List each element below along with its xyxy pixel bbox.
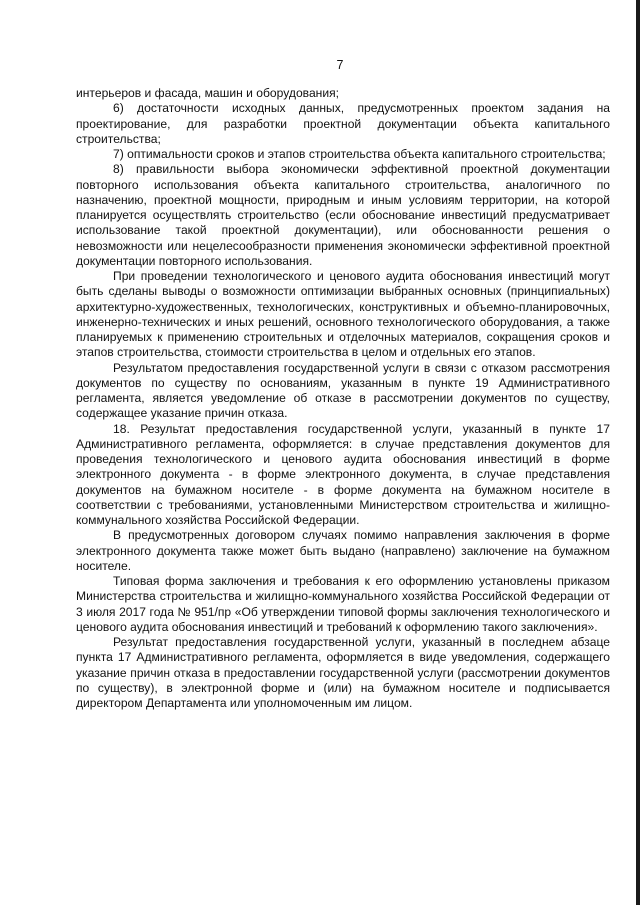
paragraph: интерьеров и фасада, машин и оборудования; [76, 86, 340, 100]
document-body [76, 86, 610, 711]
scan-edge [636, 0, 640, 905]
paragraph: 6) достаточности исходных данных, предусмотренных проектом задания на проектирование, для разработки проектной документации объекта капитального строительства; [76, 101, 610, 146]
paragraph: Результат предоставления государственной услуги, указанный в последнем абзаце пункта 17 Административного регламента, оформляется в виде уведомления, содержащего указание причин отказа в предоставлении государственной услуги (рассмотрении документов по существу), в электронной форме и (или) на бумажном носителе и подписывается директором Департамента или уполномоченным им лицом. [76, 635, 610, 710]
paragraph: Результатом предоставления государственной услуги в связи с отказом рассмотрения документов по существу по основаниям, указанным в пункте 19 Административного регламента, является уведомление об отказе в рассмотрении документов по существу, содержащее указание причин отказа. [76, 360, 610, 421]
paragraph: Типовая форма заключения и требования к его оформлению установлены приказом Министерства строительства и жилищно-коммунального хозяйства Российской Федерации от 3 июля 2017 года № 951/пр «Об утверждении типовой формы заключения технологического и ценового аудита обоснования инвестиций и требований к оформлению такого заключения». [76, 574, 610, 634]
page-number: 7 [336, 58, 344, 72]
paragraph: 18. Результат предоставления государственной услуги, указанный в пункте 17 Административного регламента, оформляется: в случае представления документов для проведения технологического и ценового аудита обоснования инвестиций в форме электронного документа - в форме электронного документа, в случае представления документов на бумажном носителе - в форме документа на бумажном носителе в соответствии с требованиями, установленными Министерством строительства и жилищно-коммунального хозяйства Российской Федерации. [76, 421, 610, 527]
paragraph: В предусмотренных договором случаях помимо направления заключения в форме электронного документа также может быть выдано (направлено) заключение на бумажном носителе. [76, 528, 610, 573]
paragraph: При проведении технологического и ценового аудита обоснования инвестиций могут быть сделаны выводы о возможности оптимизации выбранных основных (принципиальных) архитектурно-художественных, технологических, конструктивных и объемно-планировочных, инженерно-технических и иных решений, основного технологического оборудования, а также планируемых к применению строительных и отделочных материалов, сокращения сроков и этапов строительства, стоимости строительства в целом и отдельных его этапов. [76, 269, 610, 360]
paragraph: 8) правильности выбора экономически эффективной проектной документации повторного использования объекта капитального строительства, аналогичного по назначению, проектной мощности, природным и иным условиям территории, на которой планируется осуществлять строительство (если обоснование инвестиций предусматривает использование такой проектной документации), или обоснованности решения о невозможности или нецелесообразности применения экономически эффективной проектной документации повторного использования. [76, 162, 610, 268]
paragraph: 7) оптимальности сроков и этапов строительства объекта капитального строительства; [113, 147, 606, 161]
